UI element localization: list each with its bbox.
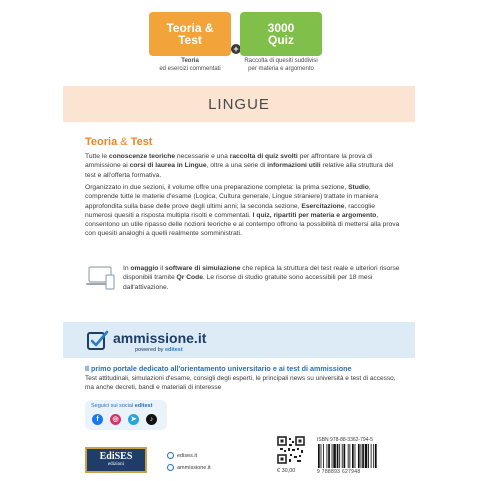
ammissione-logo-text: ammissione.it <box>113 330 207 346</box>
p2-text-2: , comprende tutte le materie d'esame (Logica, Cultura generale, Lingue straniere) trattate in maniera approfondita sulla base delle prove degli ultimi anni; la seconda sezione, <box>85 184 379 210</box>
p1-text-5: relative alla struttura del test e all'offerta formativa. <box>85 162 394 179</box>
tiktok-icon[interactable]: ♪ <box>146 414 157 425</box>
social-label-prefix: Seguici sui social <box>91 403 135 409</box>
ammissione-link-text: ammissione.it <box>177 464 211 471</box>
ammissione-headline: Il primo portale dedicato all'orientamento universitario e ai test di ammissione <box>85 364 352 373</box>
barcode-bar <box>355 444 356 468</box>
p1-bold-4: informazioni utili <box>267 162 321 170</box>
barcode-bar <box>339 444 340 468</box>
p1-bold-3: corsi di laurea in Lingue <box>129 162 207 170</box>
barcode-bar <box>368 444 369 468</box>
barcode-bar <box>349 444 350 468</box>
p2-bold-1: Studio <box>348 184 369 191</box>
software-paragraph <box>123 264 403 292</box>
p2-bold-3: I quiz, ripartiti per materia e argomento <box>252 211 377 219</box>
barcode-bar <box>332 444 333 468</box>
quiz-badge-caption <box>231 58 331 73</box>
p1-text-4: , oltre a una serie di <box>206 162 268 170</box>
quiz-badge-line2: Quiz <box>268 33 294 47</box>
om-text-2: il <box>158 265 165 272</box>
om-text-3: che replica la struttura del test reale e ulteriori risorse disponibili tramite <box>123 265 400 282</box>
teoria-test-badge <box>149 12 231 56</box>
om-bold-2: software di simulazione <box>165 265 241 272</box>
book-back-cover <box>55 0 423 481</box>
edises-link[interactable] <box>167 452 197 459</box>
barcode-bar <box>371 444 372 468</box>
barcode-bar <box>333 444 336 468</box>
quiz-badge-line1: 3000 <box>267 21 295 35</box>
plus-icon: + <box>231 44 241 54</box>
p2-text-3: , raccoglie numerosi quesiti a risposta multipla risolti e commentati. <box>85 202 375 219</box>
barcode-bar <box>328 444 330 468</box>
teoria-caption-line2: ed esercizi commentati <box>159 65 221 72</box>
p1-text-1: Tutte le <box>85 153 109 160</box>
intro-paragraph <box>85 152 403 180</box>
globe-icon <box>167 464 174 471</box>
p1-text-2: necessarie e una <box>175 153 230 160</box>
teoria-badge-line2: Test <box>178 33 202 47</box>
barcode-digits: 9 788893 627948 <box>317 469 361 475</box>
structure-paragraph <box>85 183 403 239</box>
price: € 30,00 <box>277 468 296 474</box>
section-title-a: Teoria <box>85 136 118 148</box>
teoria-badge-line1: Teoria & <box>166 21 214 35</box>
section-title <box>85 136 152 148</box>
instagram-icon[interactable]: ◎ <box>110 414 121 425</box>
ammissione-description: Test attitudinali, simulazioni d'esame, consigli degli esperti, le principali news su università e test di accesso, ma anche decreti, bandi e materiali di interesse <box>85 375 396 392</box>
om-bold-1: omaggio <box>130 265 159 272</box>
barcode-bar <box>327 444 328 468</box>
barcode-bar <box>342 444 343 468</box>
p1-bold-2: raccolta di quiz svolti <box>229 153 298 160</box>
edises-logo <box>85 447 147 473</box>
edises-logo-name: EdiSES <box>99 451 133 462</box>
teoria-caption-line1: Teoria <box>181 58 199 64</box>
edises-link-text: edises.it <box>177 452 198 459</box>
isbn: ISBN 978-88-3362-794-5 <box>317 437 373 443</box>
ammissione-check-icon <box>87 330 109 352</box>
om-text-4: . Le risorse di studio gratuite sono accessibili per 18 mesi dall'attivazione. <box>123 274 373 291</box>
subject-band <box>63 86 415 122</box>
barcode-bar <box>365 444 368 468</box>
quiz-badge <box>240 12 322 56</box>
edises-logo-sub: edizioni <box>107 462 125 467</box>
powered-by-brand: editest <box>164 347 183 353</box>
om-bold-3: Qr Code <box>176 274 203 282</box>
powered-by-prefix: powered by <box>135 347 165 353</box>
section-title-amp: & <box>120 136 128 148</box>
barcode-bar <box>348 444 349 468</box>
barcode-bar <box>344 444 346 468</box>
barcode <box>317 444 407 468</box>
social-box <box>85 400 167 430</box>
devices-icon <box>85 266 115 290</box>
p2-bold-2: Esercitazione <box>301 202 345 210</box>
p1-text-3: per affrontare la prova di ammissione ai <box>85 153 373 170</box>
barcode-bar <box>361 444 362 468</box>
p2-text-1: Organizzato in due sezioni, il volume offre una preparazione completa: la prima sezione, <box>85 184 349 191</box>
telegram-icon[interactable]: ➤ <box>128 414 139 425</box>
teoria-badge-caption <box>149 58 231 73</box>
barcode-bar <box>373 444 374 468</box>
powered-by <box>135 347 183 353</box>
barcode-bar <box>375 444 377 468</box>
barcode-bar <box>318 444 320 468</box>
barcode-bar <box>362 444 364 468</box>
globe-icon <box>167 452 174 459</box>
barcode-bar <box>352 444 354 468</box>
barcode-bar <box>358 444 360 468</box>
p2-text-4: , consentono un utile ripasso delle nozioni teoriche e al contempo offrono la possibilità di mettersi alla prova con quesiti analoghi a quelli realmente somministrati. <box>85 211 400 238</box>
p1-bold-1: conoscenze teoriche <box>108 153 176 160</box>
barcode-bar <box>321 444 322 468</box>
qr-code <box>277 436 305 464</box>
section-title-b: Test <box>130 136 153 148</box>
social-label-brand: editest <box>134 403 153 409</box>
barcode-bar <box>337 444 339 468</box>
barcode-bar <box>323 444 324 468</box>
om-text-1: In <box>123 265 131 272</box>
quiz-caption-line1: Raccolta di quesiti suddivisi <box>244 58 318 64</box>
facebook-icon[interactable]: f <box>92 414 103 425</box>
quiz-caption-line2: per materia e argomento <box>248 65 314 72</box>
ammissione-link[interactable] <box>167 464 211 471</box>
social-label <box>91 403 152 409</box>
subject-title: LINGUE <box>208 95 270 113</box>
ammissione-banner <box>63 322 415 358</box>
